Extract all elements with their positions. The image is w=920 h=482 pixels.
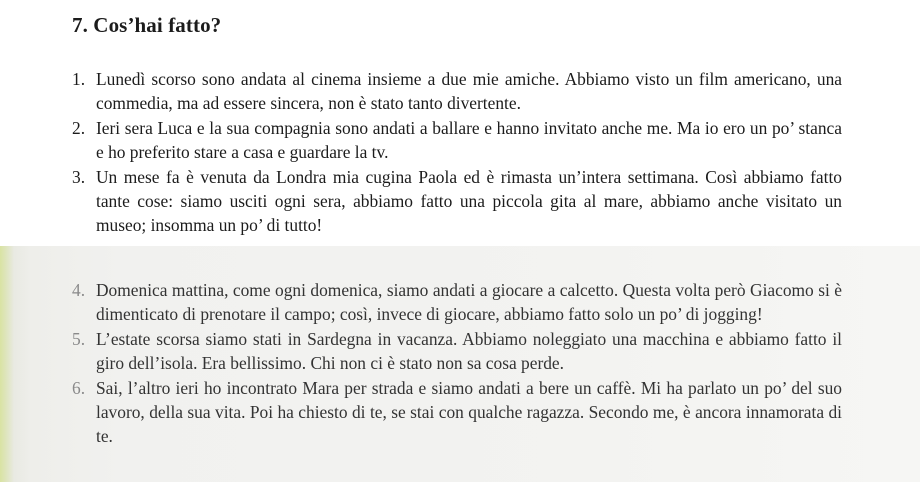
exercise-item-5 (72, 327, 842, 375)
exercise-item-1 (72, 67, 842, 115)
exercise-list-top (72, 67, 842, 238)
exercise-list-bottom (72, 278, 842, 449)
item-text: Lunedì scorso sono andata al cinema insieme a due mie amiche. Abbiamo visto un film americano, una commedia, ma ad essere sincera, non è stato tanto divertente. (96, 69, 842, 113)
item-text: Ieri sera Luca e la sua compagnia sono andati a ballare e hanno invitato anche me. Ma io ero un po’ stanca e ho preferito stare a casa e guardare la tv. (96, 118, 842, 162)
exercise-item-3 (72, 165, 842, 237)
exercise-title: 7. Cos’hai fatto? (72, 13, 222, 37)
item-number: 1. (72, 69, 86, 89)
item-text: Sai, l’altro ieri ho incontrato Mara per strada e siamo andati a bere un caffè. Mi ha parlato un po’ del suo lavoro, della sua vita. Poi ha chiesto di te, se stai con qualche ragazza. Secondo me, è ancora innamorata di te. (96, 378, 842, 446)
exercise-item-2 (72, 116, 842, 164)
exercise-item-6 (72, 376, 842, 448)
item-number: 2. (72, 118, 86, 138)
page-edge-tint (0, 246, 14, 482)
item-number: 5. (72, 329, 86, 349)
item-text: L’estate scorsa siamo stati in Sardegna in vacanza. Abbiamo noleggiato una macchina e abbiamo fatto il giro dell’isola. Era bellissimo. Chi non ci è stato non sa cosa perde. (96, 329, 842, 373)
exercise-item-4 (72, 278, 842, 326)
item-number: 3. (72, 167, 86, 187)
item-number: 4. (72, 280, 86, 300)
item-text: Domenica mattina, come ogni domenica, siamo andati a giocare a calcetto. Questa volta però Giacomo si è dimenticato di prenotare il campo; così, invece di giocare, abbiamo fatto solo un po’ di jogging! (96, 280, 842, 324)
item-number: 6. (72, 378, 86, 398)
item-text: Un mese fa è venuta da Londra mia cugina Paola ed è rimasta un’intera settimana. Così abbiamo fatto tante cose: siamo usciti ogni sera, abbiamo fatto una piccola gita al mare, abbiamo anche visitato un museo; insomma un po’ di tutto! (96, 167, 842, 235)
